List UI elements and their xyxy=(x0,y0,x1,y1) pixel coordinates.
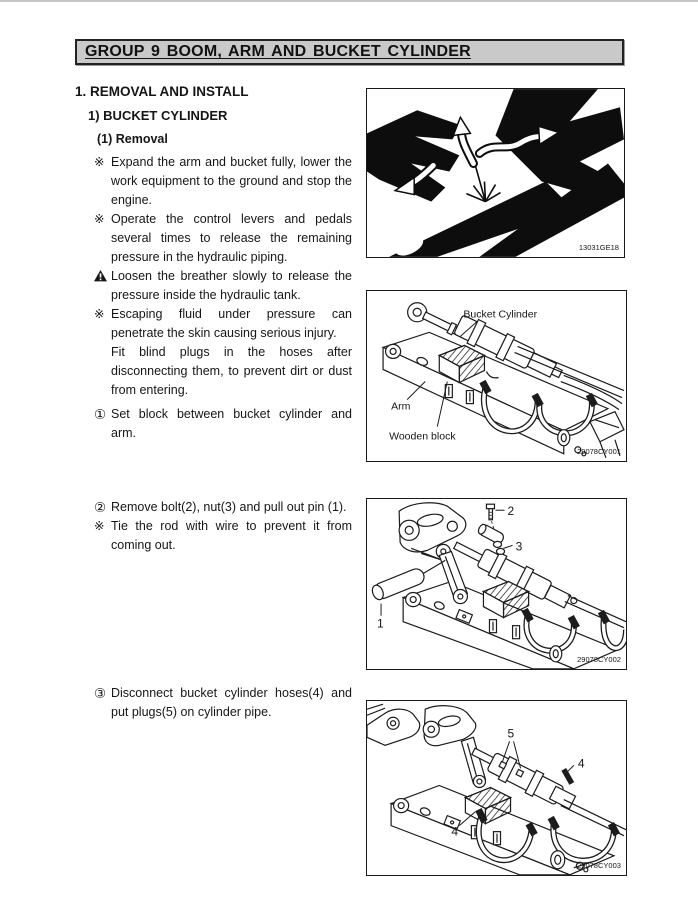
figure-safety-pictogram xyxy=(366,88,625,258)
procedure-title: (1) Removal xyxy=(97,132,168,146)
callout-plug: 5 xyxy=(507,726,515,741)
figure-code: 29078CY003 xyxy=(577,860,621,870)
callout-hose-b: 4 xyxy=(451,824,459,839)
step-paragraph xyxy=(94,405,359,443)
step-text: Remove bolt(2), nut(3) and pull out pin (1). xyxy=(111,500,347,514)
figure-hose-removal xyxy=(366,700,627,876)
page-edge xyxy=(0,0,698,2)
note-text: Expand the arm and bucket fully, lower the work equipment to the ground and stop the engine. xyxy=(111,155,352,207)
reference-mark: ※ xyxy=(94,155,105,169)
reference-mark: ※ xyxy=(94,212,105,226)
step-number: ② xyxy=(94,500,107,515)
step-paragraph xyxy=(94,684,359,722)
note-paragraph xyxy=(94,153,359,210)
figure-bucket-cylinder-overview xyxy=(366,290,627,462)
step-text: Disconnect bucket cylinder hoses(4) and put plugs(5) on cylinder pipe. xyxy=(111,686,352,719)
callout-pin: 1 xyxy=(377,616,384,631)
label-wooden-block: Wooden block xyxy=(389,430,456,443)
note-text: Operate the control levers and pedals several times to release the remaining pressure in the hydraulic piping. xyxy=(111,212,352,264)
note-text xyxy=(111,305,352,400)
step-paragraph xyxy=(94,498,359,517)
label-arm: Arm xyxy=(391,400,411,413)
callout-bolt: 2 xyxy=(507,504,515,519)
round-hole xyxy=(550,646,562,662)
note-text-line: Fit blind plugs in the hoses after disconnecting them, to prevent dirt or dust from entering. xyxy=(111,345,352,397)
note-paragraph xyxy=(94,517,359,555)
overview-drawing xyxy=(367,291,626,461)
warning-paragraph xyxy=(94,267,359,305)
callout-nut: 3 xyxy=(515,539,523,554)
figure-code: 29078CY001 xyxy=(577,446,621,456)
subsection-title: 1) BUCKET CYLINDER xyxy=(88,108,228,123)
bolt-and-nut xyxy=(477,504,505,554)
figure-pin-removal xyxy=(366,498,627,670)
section-title: 1. REMOVAL AND INSTALL xyxy=(75,84,249,99)
group-header-bar xyxy=(75,39,624,65)
note-paragraph xyxy=(94,305,359,400)
hose-removal-drawing xyxy=(367,701,626,875)
pin-removal-drawing xyxy=(367,499,626,669)
note-text: Tie the rod with wire to prevent it from coming out. xyxy=(111,519,352,552)
callout-hose-a: 4 xyxy=(577,756,585,771)
reference-mark: ※ xyxy=(94,519,105,533)
figure-code: 29078CY002 xyxy=(577,654,621,664)
figure-code: 13031GE18 xyxy=(578,242,619,252)
step-number: ③ xyxy=(94,686,107,701)
note-paragraph xyxy=(94,210,359,267)
warning-text: Loosen the breather slowly to release the pressure inside the hydraulic tank. xyxy=(111,269,352,302)
reference-mark: ※ xyxy=(94,307,105,321)
safety-pictogram-drawing xyxy=(367,89,624,257)
group-header-title: GROUP 9 BOOM, ARM AND BUCKET CYLINDER xyxy=(85,43,471,60)
step-number: ① xyxy=(94,407,107,422)
step-text: Set block between bucket cylinder and arm. xyxy=(111,407,352,440)
text-column xyxy=(75,84,359,722)
procedure-notes xyxy=(94,153,359,722)
warning-icon xyxy=(94,267,111,282)
note-text-line: Escaping fluid under pressure can penetrate the skin causing serious injury. xyxy=(111,307,352,340)
linkage xyxy=(367,704,485,787)
label-bucket-cylinder: Bucket Cylinder xyxy=(463,308,538,321)
